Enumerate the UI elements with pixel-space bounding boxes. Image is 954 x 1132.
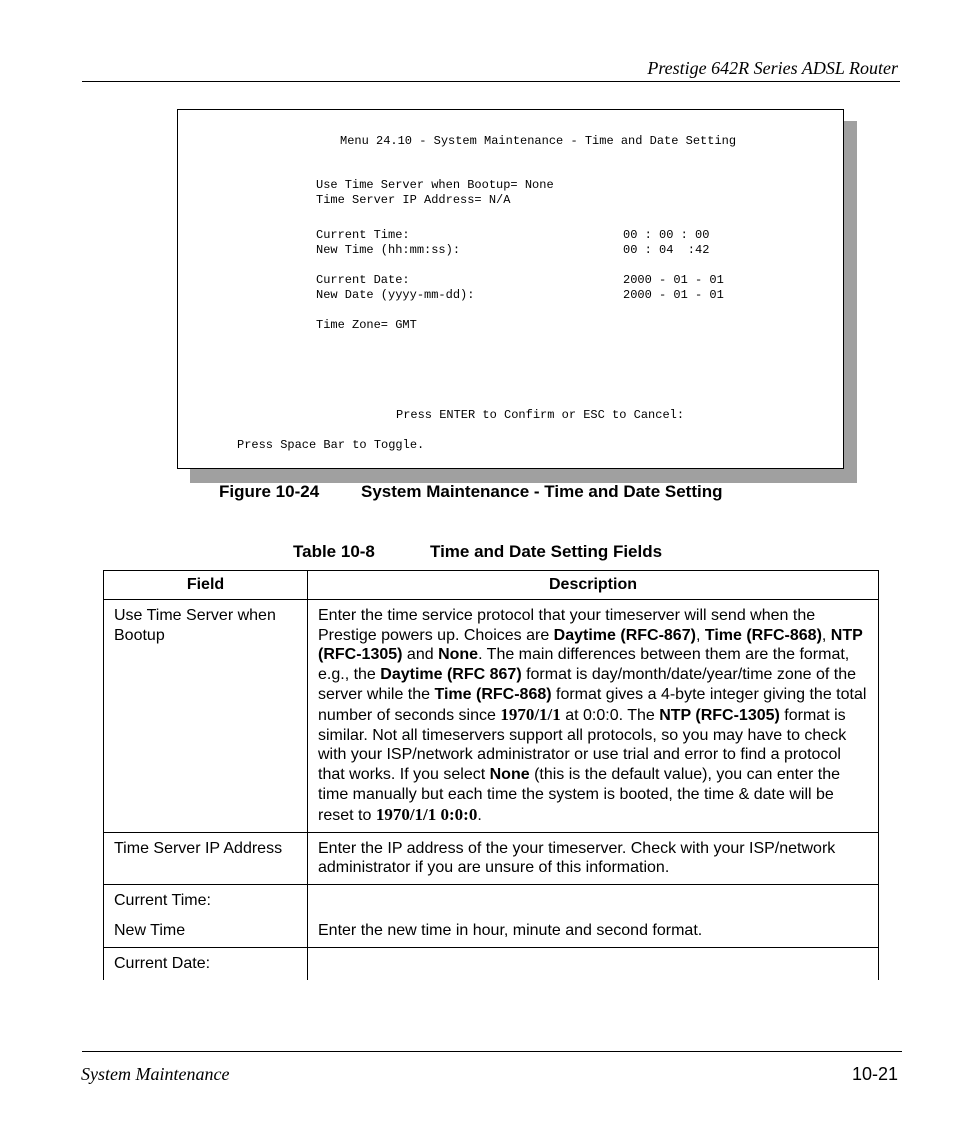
description-cell (308, 885, 879, 948)
table-row (104, 885, 879, 948)
page-header-title: Prestige 642R Series ADSL Router (647, 58, 898, 78)
figure-number: Figure 10-24 (219, 482, 320, 501)
field-cell: Current Date: (104, 947, 308, 979)
new-time-description: Enter the new time in hour, minute and second format. (318, 921, 703, 939)
field-new-time: New Time (114, 921, 186, 939)
page-number: 10-21 (851, 1064, 898, 1084)
desc-text: Enter the time service protocol that your timeserver will send when the Prestige powers up. Choices are (318, 606, 816, 644)
header-description: Description (308, 571, 879, 600)
table-row (104, 832, 879, 885)
timeserver-bootup-line: Use Time Server when Bootup= None (316, 178, 554, 192)
confirm-prompt: Press ENTER to Confirm or ESC to Cancel: (396, 408, 685, 422)
field-current-time: Current Time: (114, 892, 211, 910)
table-row (104, 947, 879, 979)
new-date-field[interactable]: 2000 - 01 - 01 (623, 288, 724, 302)
menu-title: Menu 24.10 - System Maintenance - Time and Date Setting (340, 134, 737, 148)
footer-section: System Maintenance (81, 1064, 230, 1084)
timeserver-ip-line: Time Server IP Address= N/A (316, 193, 511, 207)
table-number: Table 10-8 (293, 542, 375, 561)
time-zone-line[interactable]: Time Zone= GMT (316, 318, 417, 332)
description-cell: Enter the IP address of the your timeserver. Check with your ISP/network administrator if you are unsure of this information. (308, 832, 879, 885)
field-cell (104, 885, 308, 948)
field-cell: Use Time Server when Bootup (104, 599, 308, 832)
new-time-field[interactable]: 00 : 04 :42 (623, 243, 710, 257)
figure-caption (219, 482, 723, 502)
desc-text: . (477, 806, 482, 824)
desc-bold: Daytime (RFC 867) (380, 666, 522, 684)
table-title: Time and Date Setting Fields (430, 542, 663, 561)
desc-date: 1970/1/1 0:0:0 (375, 804, 478, 824)
field-cell: Time Server IP Address (104, 832, 308, 885)
desc-bold: NTP (RFC-1305) (659, 706, 780, 724)
current-date-value: 2000 - 01 - 01 (623, 273, 724, 287)
current-time-value: 00 : 00 : 00 (623, 228, 710, 242)
current-date-label: Current Date: (316, 273, 410, 287)
footer-rule (82, 1051, 902, 1052)
desc-text: format gives a 4-byte integer giving the total number of seconds since (318, 685, 867, 724)
table-header-row (104, 571, 879, 600)
desc-bold: Daytime (RFC-867) (553, 626, 696, 644)
description-cell (308, 947, 879, 979)
figure-title: System Maintenance - Time and Date Setting (361, 482, 723, 501)
desc-bold: NTP (RFC-1305) (318, 626, 863, 664)
desc-bold: Time (RFC-868) (434, 685, 552, 703)
description-cell (308, 599, 879, 832)
table-row (104, 599, 879, 832)
fields-table (103, 570, 879, 980)
desc-text: , (821, 626, 831, 644)
desc-text: and (402, 646, 439, 664)
desc-text: (this is the default value), you can enter the time manually but each time the system is booted, the time & date will be reset to (318, 766, 841, 824)
current-time-label: Current Time: (316, 228, 410, 242)
desc-bold: None (489, 766, 530, 784)
new-date-label: New Date (yyyy-mm-dd): (316, 288, 475, 302)
desc-text: at 0:0:0. The (560, 706, 660, 724)
new-time-label: New Time (hh:mm:ss): (316, 243, 461, 257)
desc-date: 1970/1/1 (500, 704, 561, 724)
desc-text: format is day/month/date/year/time zone of the server while the (318, 666, 857, 703)
desc-text: . The main differences between them are the format, e.g., the (318, 646, 850, 684)
table-caption (293, 542, 662, 562)
desc-bold: Time (RFC-868) (704, 626, 822, 644)
terminal-screen (177, 109, 844, 469)
desc-text: format is similar. Not all timeservers support all protocols, so you may have to check with your ISP/network administrator or use trial and error to find a protocol that works. If you select (318, 706, 847, 784)
desc-bold: None (438, 646, 479, 664)
desc-text: , (695, 626, 705, 644)
header-field: Field (104, 571, 308, 600)
header-rule (82, 81, 900, 82)
toggle-hint: Press Space Bar to Toggle. (237, 438, 425, 452)
